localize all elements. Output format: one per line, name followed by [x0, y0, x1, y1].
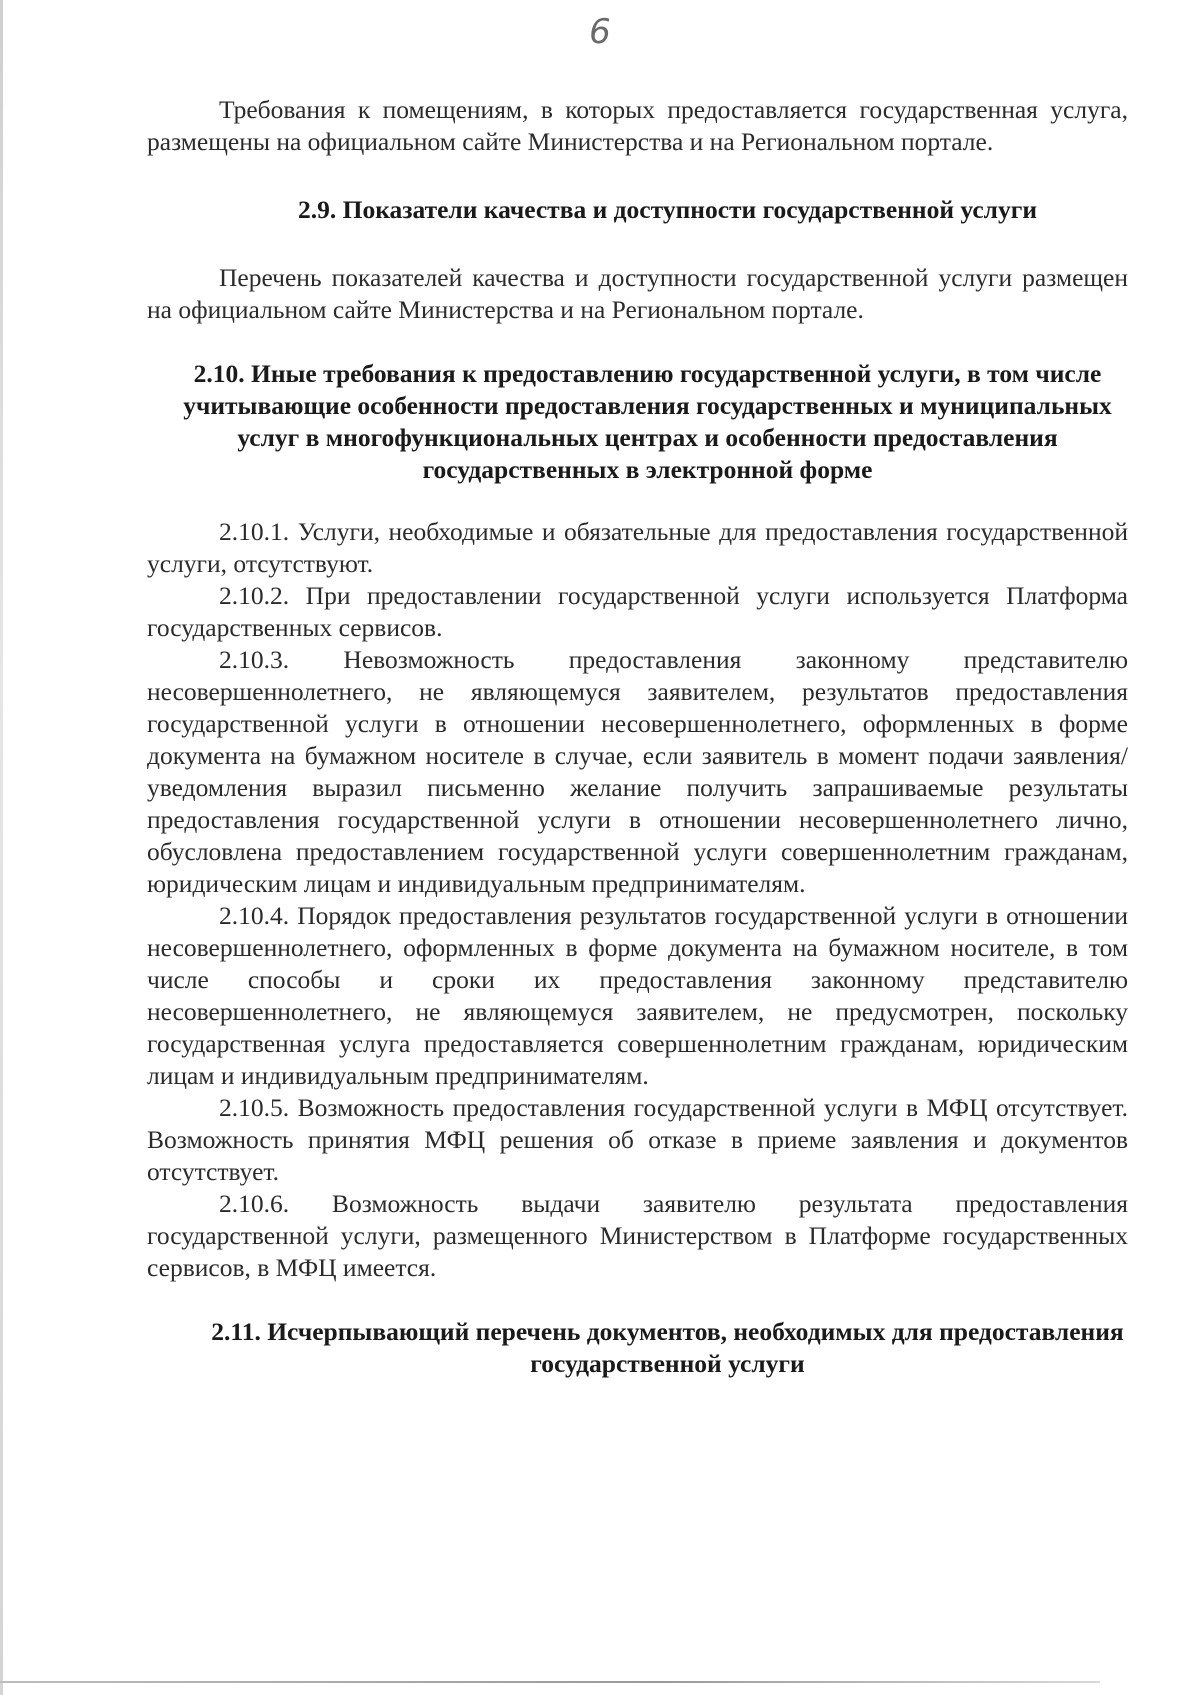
- item-2-10-6: 2.10.6. Возможность выдачи заявителю результата предоставления государственной услуги, размещенного Министерством в Платформе государственных сервисов, в МФЦ имеется.: [147, 1189, 1128, 1282]
- item-2-10-2: 2.10.2. При предоставлении государственной услуги используется Платформа государственных сервисов.: [147, 581, 1128, 642]
- document-body: [147, 94, 1128, 1380]
- section-2-9-text: Перечень показателей качества и доступности государственной услуги размещен на официальном сайте Министерства и на Региональном портале.: [147, 263, 1128, 324]
- item-2-10-3: 2.10.3. Невозможность предоставления законному представителю несовершеннолетнего, не являющемуся заявителем, результатов предоставления государственной услуги в отношении несовершеннолетнего, оформленных в форме документа на бумажном носителе в случае, если заявитель в момент подачи заявления/уведомления выразил письменно желание получить запрашиваемые результаты предоставления государственной услуги в отношении несовершеннолетнего лично, обусловлена предоставлением государственной услуги совершеннолетним гражданам, юридическим лицам и индивидуальным предпринимателям.: [147, 645, 1128, 898]
- item-2-10-5: 2.10.5. Возможность предоставления государственной услуги в МФЦ отсутствует. Возможность принятия МФЦ решения об отказе в приеме заявления и документов отсутствует.: [147, 1093, 1128, 1186]
- scan-edge: [0, 0, 3, 1695]
- bottom-scan-rule: [0, 1681, 1100, 1683]
- section-2-11-heading: 2.11. Исчерпывающий перечень документов, необходимых для предоставления государственной услуги: [211, 1317, 1124, 1378]
- intro-paragraph: Требования к помещениям, в которых предоставляется государственная услуга, размещены на официальном сайте Министерства и на Региональном портале.: [147, 95, 1128, 156]
- section-2-10-heading: 2.10. Иные требования к предоставлению государственной услуги, в том числе учитывающие особенности предоставления государственных и муниципальных услуг в многофункциональных центрах и особенности предоставления государственных в электронной форме: [183, 359, 1112, 484]
- item-2-10-4: 2.10.4. Порядок предоставления результатов государственной услуги в отношении несовершеннолетнего, оформленных в форме документа на бумажном носителе, в том числе способы и сроки их предоставления законному представителю несовершеннолетнего, не являющемуся заявителем, не предусмотрен, поскольку государственная услуга предоставляется совершеннолетним гражданам, юридическим лицам и индивидуальным предпринимателям.: [147, 901, 1128, 1090]
- item-2-10-1: 2.10.1. Услуги, необходимые и обязательные для предоставления государственной услуги, отсутствуют.: [147, 517, 1128, 578]
- page-number: 6: [589, 12, 611, 52]
- section-2-9-heading: 2.9. Показатели качества и доступности государственной услуги: [297, 195, 1038, 224]
